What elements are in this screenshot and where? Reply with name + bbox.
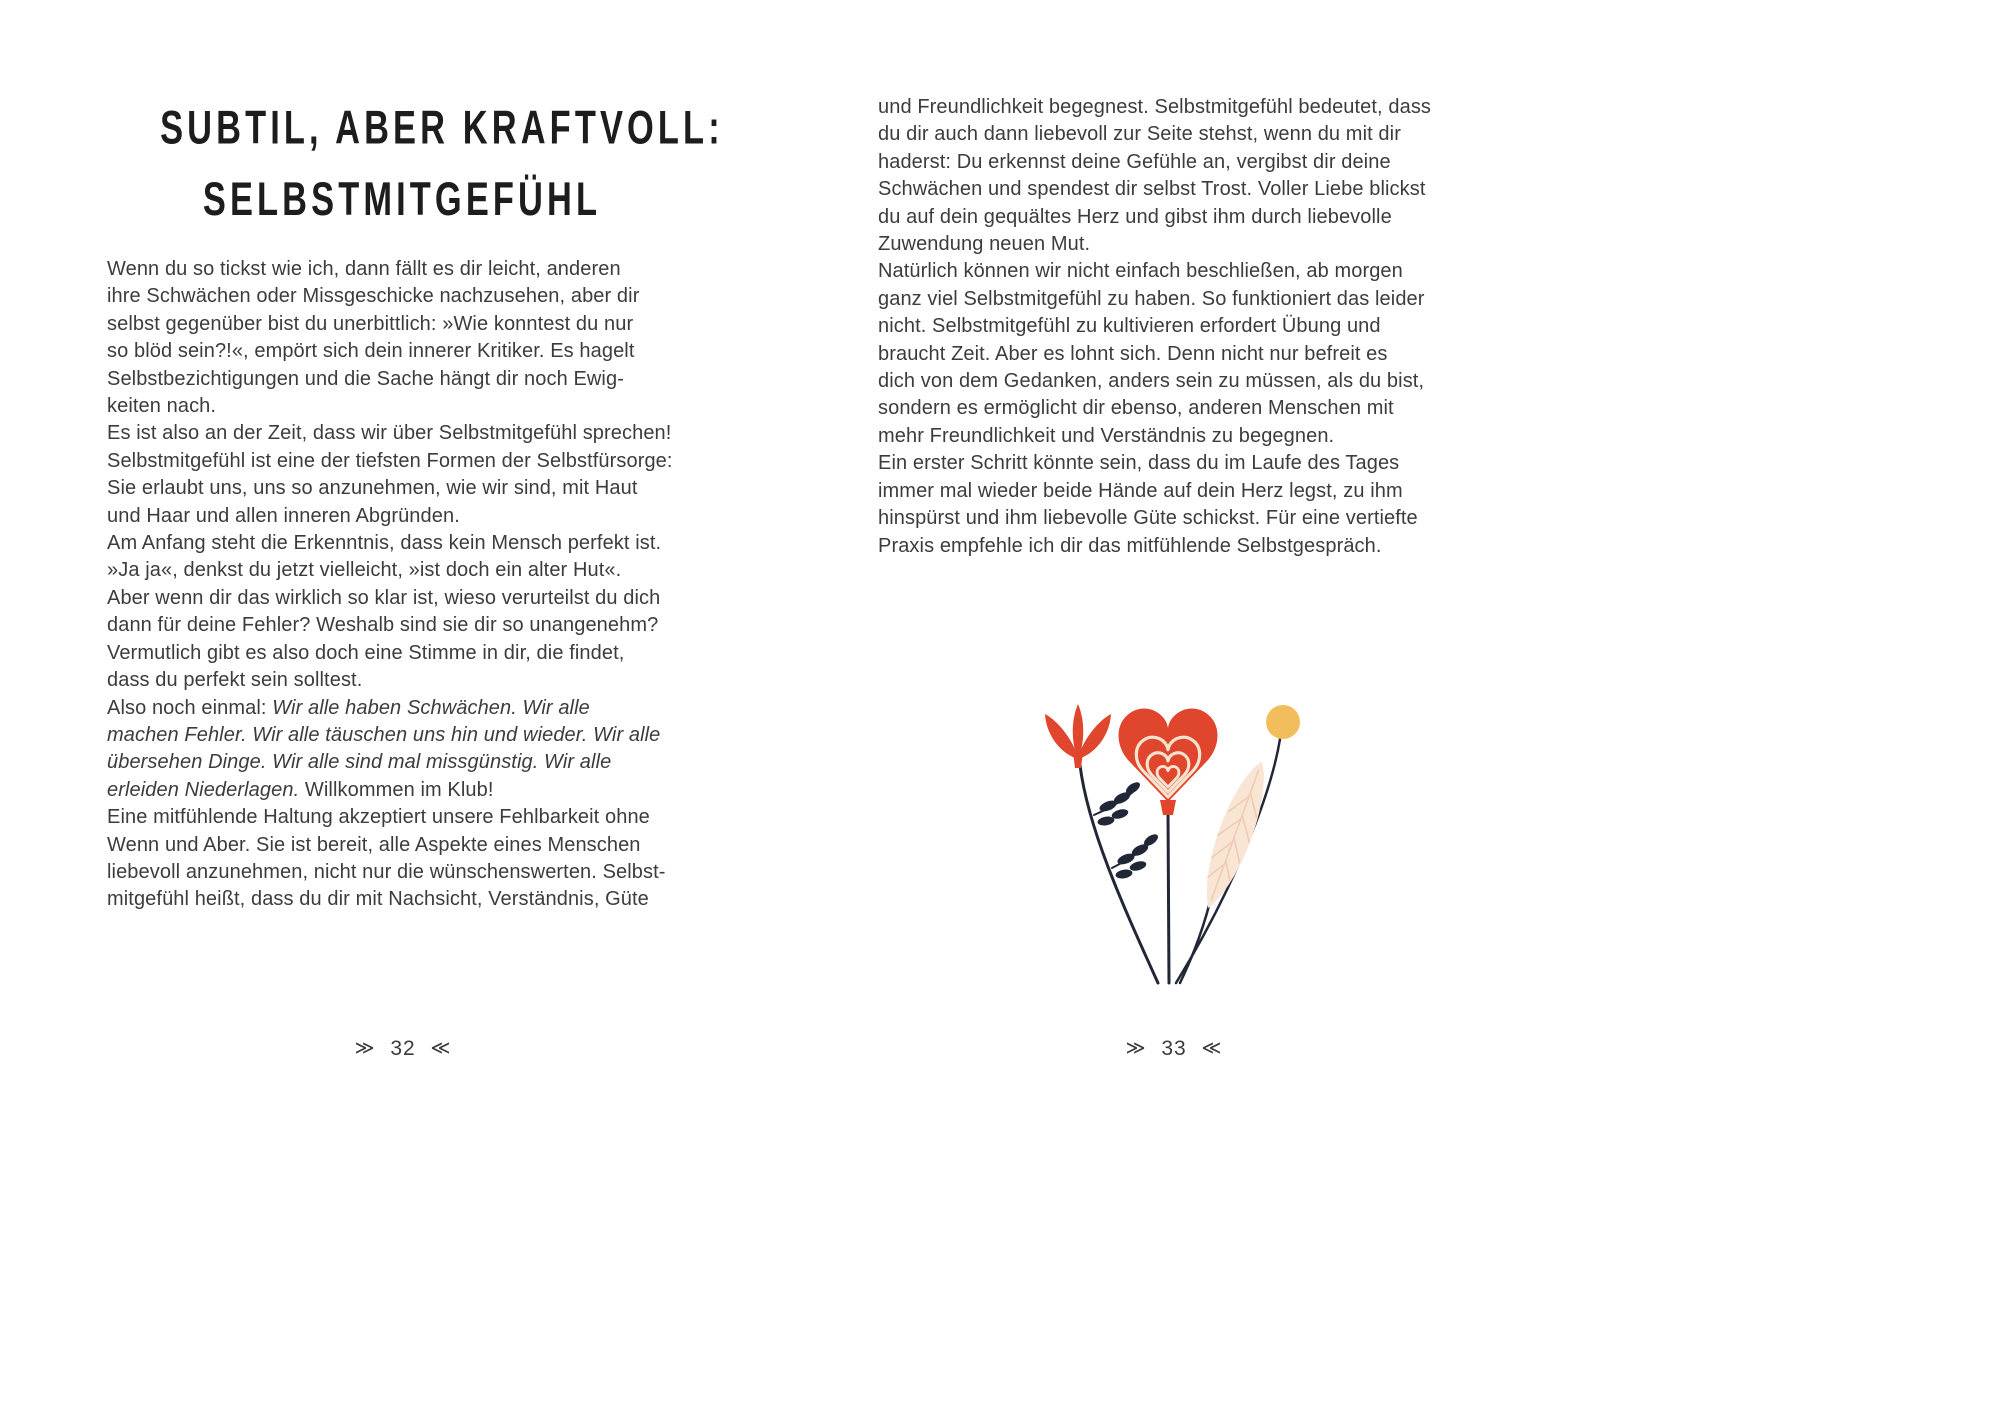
text-line bbox=[107, 804, 699, 831]
text-segment-italic: machen Fehler. Wir alle täuschen uns hin und wieder. Wir alle bbox=[107, 723, 661, 746]
page-number-left-ornament-icon: ≫ bbox=[1125, 1038, 1147, 1059]
text-line bbox=[107, 557, 699, 584]
text-segment: Eine mitfühlende Haltung akzeptiert unsere Fehlbarkeit ohne bbox=[107, 806, 650, 829]
text-line bbox=[878, 368, 1470, 395]
text-segment: »Ja ja«, denkst du jetzt vielleicht, »ist doch ein alter Hut«. bbox=[107, 559, 622, 582]
text-segment: dann für deine Fehler? Weshalb sind sie dir so unangenehm? bbox=[107, 614, 659, 637]
text-line bbox=[107, 448, 699, 475]
text-line bbox=[878, 341, 1470, 368]
text-line bbox=[878, 231, 1470, 258]
text-line bbox=[107, 283, 699, 310]
text-segment: Es ist also an der Zeit, dass wir über Selbstmitgefühl sprechen! bbox=[107, 422, 672, 445]
text-segment: sondern es ermöglicht dir ebenso, anderen Menschen mit bbox=[878, 397, 1394, 420]
text-line bbox=[107, 777, 699, 804]
left-page-body bbox=[107, 256, 699, 914]
text-line bbox=[107, 420, 699, 447]
text-line bbox=[107, 749, 699, 776]
text-line bbox=[107, 503, 699, 530]
text-segment: und Freundlichkeit begegnest. Selbstmitgefühl bedeutet, dass bbox=[878, 96, 1432, 118]
text-segment: Wenn und Aber. Sie ist bereit, alle Aspekte eines Menschen bbox=[107, 833, 641, 856]
text-line bbox=[878, 533, 1470, 560]
text-segment: Praxis empfehle ich dir das mitfühlende Selbstgespräch. bbox=[878, 534, 1382, 557]
text-segment: du auf dein gequältes Herz und gibst ihm durch liebevolle bbox=[878, 205, 1392, 228]
text-line bbox=[107, 832, 699, 859]
text-segment: selbst gegenüber bist du unerbittlich: »Wie konntest du nur bbox=[107, 312, 634, 335]
text-segment: so blöd sein?!«, empört sich dein innerer Kritiker. Es hagelt bbox=[107, 340, 635, 363]
text-line bbox=[878, 395, 1470, 422]
text-segment: ihre Schwächen oder Missgeschicke nachzusehen, aber dir bbox=[107, 285, 640, 308]
text-segment: braucht Zeit. Aber es lohnt sich. Denn nicht nur befreit es bbox=[878, 342, 1388, 365]
text-line bbox=[878, 176, 1470, 203]
text-line bbox=[107, 366, 699, 393]
chapter-heading-line1: SUBTIL, ABER KRAFTVOLL: bbox=[160, 100, 724, 154]
text-line bbox=[107, 311, 699, 338]
text-line bbox=[107, 640, 699, 667]
text-line bbox=[107, 530, 699, 557]
text-line bbox=[107, 722, 699, 749]
text-segment: immer mal wieder beide Hände auf dein Herz legst, zu ihm bbox=[878, 479, 1403, 502]
heart-knot bbox=[1160, 800, 1176, 815]
text-segment: ganz viel Selbstmitgefühl zu haben. So funktioniert das leider bbox=[878, 287, 1425, 310]
text-segment: dich von dem Gedanken, anders sein zu müssen, als du bist, bbox=[878, 370, 1425, 393]
text-segment-italic: Wir alle haben Schwächen. Wir alle bbox=[272, 696, 590, 719]
text-line bbox=[878, 450, 1470, 477]
text-segment: liebevoll anzunehmen, nicht nur die wünschenswerten. Selbst- bbox=[107, 860, 666, 883]
page-number-right-ornament-icon: ≪ bbox=[1201, 1038, 1223, 1059]
page-number-right-ornament-icon: ≪ bbox=[430, 1038, 452, 1059]
text-segment: mehr Freundlichkeit und Verständnis zu begegnen. bbox=[878, 424, 1335, 447]
page-number-value: 33 bbox=[1161, 1037, 1187, 1060]
text-segment: Aber wenn dir das wirklich so klar ist, wieso verurteilst du dich bbox=[107, 586, 661, 609]
text-segment-italic: übersehen Dinge. Wir alle sind mal missgünstig. Wir alle bbox=[107, 751, 612, 774]
text-segment: Wenn du so tickst wie ich, dann fällt es dir leicht, anderen bbox=[107, 258, 621, 280]
chapter-heading-line2: SELBSTMITGEFÜHL bbox=[202, 172, 602, 226]
leaf-sprigs bbox=[1094, 780, 1160, 880]
text-segment: Natürlich können wir nicht einfach beschließen, ab morgen bbox=[878, 260, 1403, 283]
heart-flower bbox=[1118, 709, 1217, 815]
right-page-body bbox=[878, 94, 1470, 560]
text-segment: du dir auch dann liebevoll zur Seite stehst, wenn du mit dir bbox=[878, 123, 1401, 146]
text-segment: Also noch einmal: bbox=[107, 696, 273, 719]
page-number-left-ornament-icon: ≫ bbox=[354, 1038, 376, 1059]
text-line bbox=[107, 585, 699, 612]
text-segment: haderst: Du erkennst deine Gefühle an, vergibst dir deine bbox=[878, 150, 1391, 173]
page-number-value: 32 bbox=[390, 1037, 416, 1060]
text-segment-italic: erleiden Niederlagen. bbox=[107, 778, 300, 801]
text-line bbox=[878, 478, 1470, 505]
text-line bbox=[878, 423, 1470, 450]
text-segment: Willkommen im Klub! bbox=[299, 778, 494, 801]
chapter-heading bbox=[160, 92, 724, 235]
text-line bbox=[107, 886, 699, 913]
text-line bbox=[878, 505, 1470, 532]
text-line bbox=[878, 313, 1470, 340]
text-line bbox=[878, 204, 1470, 231]
text-line bbox=[878, 121, 1470, 148]
text-segment: Sie erlaubt uns, uns so anzunehmen, wie wir sind, mit Haut bbox=[107, 477, 638, 500]
text-line bbox=[107, 859, 699, 886]
round-bud bbox=[1266, 705, 1300, 739]
text-segment: Zuwendung neuen Mut. bbox=[878, 233, 1091, 256]
flower-bouquet-svg bbox=[1030, 690, 1330, 1010]
text-segment: keiten nach. bbox=[107, 395, 217, 418]
tulip-flower bbox=[1045, 704, 1111, 768]
text-segment: dass du perfekt sein solltest. bbox=[107, 669, 363, 692]
text-line bbox=[107, 612, 699, 639]
text-line bbox=[878, 258, 1470, 285]
text-segment: nicht. Selbstmitgefühl zu kultivieren erfordert Übung und bbox=[878, 315, 1381, 338]
text-line bbox=[878, 286, 1470, 313]
text-segment: mitgefühl heißt, dass du dir mit Nachsicht, Verständnis, Güte bbox=[107, 888, 649, 911]
text-segment: hinspürst und ihm liebevolle Güte schickst. Für eine vertiefte bbox=[878, 507, 1418, 530]
text-line bbox=[107, 667, 699, 694]
text-segment: Ein erster Schritt könnte sein, dass du im Laufe des Tages bbox=[878, 452, 1400, 475]
text-segment: Schwächen und spendest dir selbst Trost. Voller Liebe blickst bbox=[878, 178, 1426, 201]
feather-leaf bbox=[1180, 756, 1277, 983]
text-line bbox=[107, 695, 699, 722]
text-segment: Selbstmitgefühl ist eine der tiefsten Formen der Selbstfürsorge: bbox=[107, 449, 673, 472]
text-line bbox=[878, 149, 1470, 176]
text-segment: Am Anfang steht die Erkenntnis, dass kein Mensch perfekt ist. bbox=[107, 532, 662, 555]
text-line bbox=[107, 338, 699, 365]
text-line bbox=[107, 256, 699, 283]
text-line bbox=[878, 94, 1470, 121]
heart-stem bbox=[1168, 812, 1169, 983]
text-segment: und Haar und allen inneren Abgründen. bbox=[107, 504, 460, 527]
text-segment: Selbstbezichtigungen und die Sache hängt dir noch Ewig- bbox=[107, 367, 624, 390]
flower-bouquet-illustration bbox=[1030, 690, 1330, 1010]
left-page-number bbox=[107, 1037, 699, 1061]
text-segment: Vermutlich gibt es also doch eine Stimme in dir, die findet, bbox=[107, 641, 625, 664]
text-line bbox=[107, 393, 699, 420]
text-line bbox=[107, 475, 699, 502]
right-page-number bbox=[878, 1037, 1470, 1061]
